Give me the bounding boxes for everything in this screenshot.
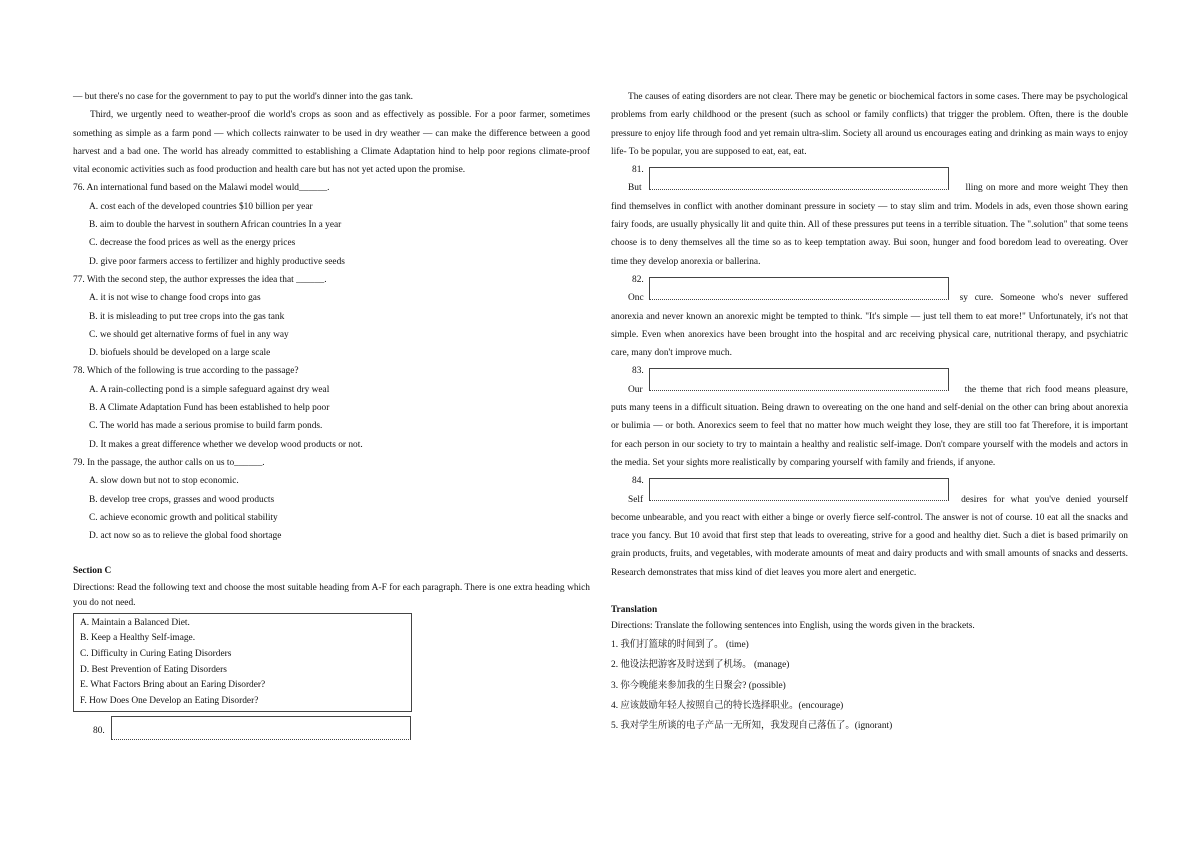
heading-option: C. Difficulty in Curing Eating Disorders [80,648,232,659]
option-c: C. The world has made a serious promise to build farm ponds. [89,421,323,432]
question-stem: 76. An international fund based on the Malawi model would______. [73,183,330,194]
answer-80 [73,716,590,746]
question-76 [73,179,590,270]
translation-directions: Directions: Translate the following sentences into English, using the words given in the brackets. [611,621,975,632]
paragraph-lead: Our [628,384,643,395]
question-stem: 79. In the passage, the author calls on us to______. [73,457,265,468]
translation-item: 4. 应该鼓励年轻人按照自己的特长选择职业。(encourage) [611,701,844,712]
translation-items [611,635,1128,737]
paragraph-lead: But [628,183,642,194]
option-a: A. it is not wise to change food crops into gas [89,293,261,304]
heading-option: A. Maintain a Balanced Diet. [80,617,190,628]
answer-80-label: 80. [93,726,105,737]
paragraph-lead: Self [628,494,644,505]
heading-option: F. How Does One Develop an Eating Disorder? [80,695,259,706]
option-d: D. give poor farmers access to fertilizer and highly productive seeds [89,256,345,267]
paragraph-text: the theme that rich food means pleasure, puts many teens in a difficult situation. Being drawn to overeating on the one hand and self-denial on the other can bring about anorexia or bulimia — or both. Anorexics seem to feel that no matter how much weight they lose, they are still too fat Therefore, it is important for each person in our society to try to maintain a healthy and realistic self-image. Don't compare yourself with the models and actors in the media. Set your sights more realistically by comparing yourself with family and friends, if anyone. [611,384,1128,468]
option-c: C. achieve economic growth and political stability [89,512,278,523]
translation-item: 2. 他设法把游客及时送到了机场。 (manage) [611,660,790,671]
paragraph-84 [611,472,1128,582]
option-a: A. slow down but not to stop economic. [89,476,239,487]
answer-80-box[interactable] [111,716,411,740]
paragraph-number: 82. [632,274,644,285]
option-c: C. decrease the food prices as well as the energy prices [89,238,296,249]
question-79 [73,454,590,545]
option-b: B. A Climate Adaptation Fund has been established to help poor [89,403,330,414]
translation-item: 1. 我们打篮球的时间到了。 (time) [611,639,749,650]
paragraph-82 [611,271,1128,362]
question-78 [73,362,590,453]
answer-83-box[interactable] [649,368,949,391]
paragraph-81 [611,161,1128,271]
answer-82-box[interactable] [649,277,949,300]
translation-item: 5. 我对学生所谈的电子产品一无所知，我发现自己落伍了。(ignorant) [611,721,893,732]
question-stem: 78. Which of the following is true according to the passage? [73,366,299,377]
option-b: B. aim to double the harvest in southern African countries In a year [89,220,342,231]
option-c: C. we should get alternative forms of fuel in any way [89,329,289,340]
translation-item: 3. 你今晚能来参加我的生日聚会? (possible) [611,680,786,691]
option-b: B. it is misleading to put tree crops into the gas tank [89,311,285,322]
answer-84-box[interactable] [649,478,949,501]
translation-title: Translation [611,605,658,616]
question-77 [73,271,590,362]
headings-box [73,613,412,713]
paragraph-83 [611,362,1128,472]
option-a: A. cost each of the developed countries $10 billion per year [89,201,313,212]
section-c-directions: Directions: Read the following text and choose the most suitable heading from A-F for each paragraph. There is one extra heading which you do not need. [73,582,590,609]
paragraph-lead: Onc [628,293,644,304]
paragraph-number: 83. [632,366,644,377]
answer-81-box[interactable] [649,167,949,190]
paragraph-text: sy cure. Someone who's never suffered anorexia and never known an anorexic might be tempted to think. "It's simple — just tell them to eat more!" Unfortunately, it's not that simple. Even when anorexics have been brought into the hospital and arc receiving physical care, nutritional therapy, and psychiatric care, many don't improve much. [611,293,1128,359]
option-d: D. biofuels should be developed on a large scale [89,348,271,359]
passage-paragraph-third: Third, we urgently need to weather-proof die world's crops as soon and as effectively as possible. For a poor farmer, sometimes something as simple as a farm pond — which collects rainwater to be used in dry weather — can make the difference between a good harvest and a bad one. The world has already committed to establishing a Climate Adaptation hind to help poor regions climate-proof vital economic activities such as food production and health care but has not yet acted upon the promise. [73,110,590,176]
option-d: D. act now so as to relieve the global food shortage [89,531,282,542]
question-stem: 77. With the second step, the author expresses the idea that ______. [73,274,327,285]
left-column [73,88,590,746]
heading-option: D. Best Prevention of Eating Disorders [80,664,227,675]
right-column [611,88,1128,737]
option-a: A. A rain-collecting pond is a simple safeguard against dry weal [89,384,330,395]
passage-continued: — but there's no case for the government to pay to put the world's dinner into the gas tank. [73,92,414,102]
option-b: B. develop tree crops, grasses and wood products [89,494,275,505]
option-d: D. It makes a great difference whether we develop wood products or not. [89,439,363,450]
paragraph-number: 81. [632,165,644,176]
section-c-title: Section C [73,566,112,577]
heading-option: B. Keep a Healthy Self-image. [80,633,196,644]
heading-option: E. What Factors Bring about an Earing Disorder? [80,680,266,691]
paragraph-text: lling on more and more weight They then find themselves in conflict with another dominant pressure in society — to stay slim and trim. Models in ads, even those shown earing fairy foods, are usually physically lit and quite thin. All of these pressures put teens in a terrible situation. The ".solution" that some teens choose is to deny themselves all the time so as to keep temptation away. Bui soon, hunger and food boredom lead to overeating. Over time they develop anorexia or ballerina. [611,183,1128,267]
paragraph-text: desires for what you've denied yourself become unbearable, and you react with either a binge or overly fierce self-control. The answer is not of course. 10 eat all the snacks and trace you fancy. But 10 avoid that first step that leads to overeating, strive for a good and healthy diet. Such a diet is based primarily on grain products, fruits, and vegetables, with moderate amounts of meat and dairy products and with small amounts of snacks and desserts. Research demonstrates that miss kind of diet leaves you more alert and energetic. [611,494,1128,578]
passage-intro: The causes of eating disorders are not clear. There may be genetic or biochemical factors in some cases. There may be psychological problems from early childhood or the present (such as school or family conflicts) that trigger the problem. Often, there is the double pressure to enjoy life through food and yet remain ultra-slim. Society all around us encourages eating and drinking as main ways to enjoy life- To be popular, you are supposed to eat, eat, eat. [611,92,1128,157]
paragraph-number: 84. [632,476,644,487]
